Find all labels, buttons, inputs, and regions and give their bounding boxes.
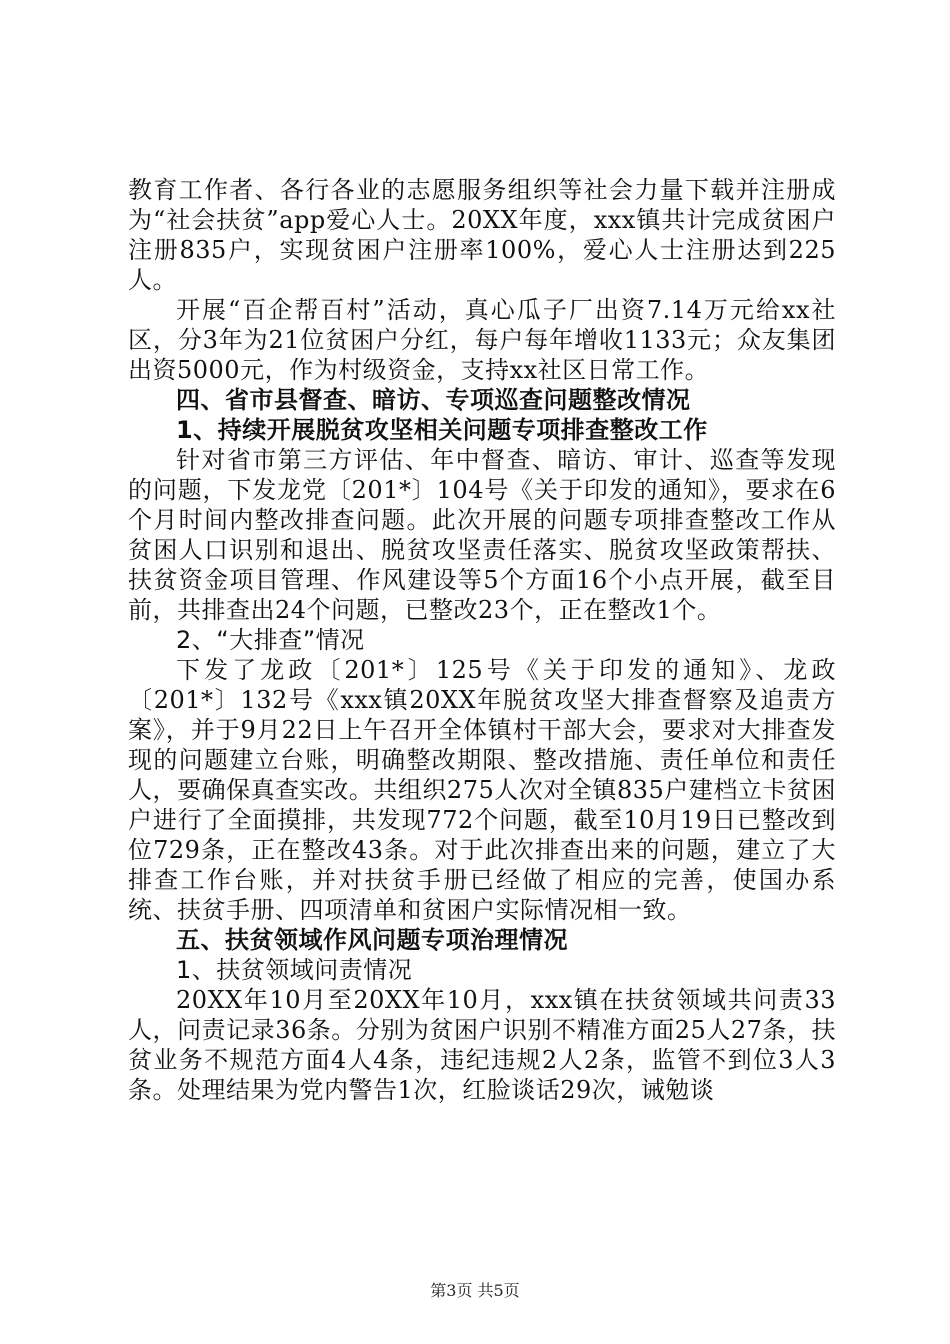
paragraph-accountability: 20XX年10月至20XX年10月，xxx镇在扶贫领域共问责33人，问责记录36条。分别为贫困户识别不精准方面25人27条，扶贫业务不规范方面4人4条，违纪违规2人2条，监管不到位3人3条。处理结果为党内警告1次，红脸谈话29次，诫勉谈 xyxy=(128,986,836,1104)
page-number-footer: 第3页 共5页 xyxy=(430,1281,520,1300)
paragraph-big-inspection: 下发了龙政〔201*〕125号《关于印发的通知》、龙政〔201*〕132号《xxx镇20XX年脱贫攻坚大排查督察及追责方案》，并于9月22日上午召开全体镇村干部大会，要求对大排查发现的问题建立台账，明确整改期限、整改措施、责任单位和责任人，要确保真查实改。共组织275人次对全镇835户建档立卡贫困户进行了全面摸排，共发现772个问题，截至10月19日已整改到位729条，正在整改43条。对于此次排查出来的问题，建立了大排查工作台账，并对扶贫手册已经做了相应的完善，使国办系统、扶贫手册、四项清单和贫困户实际情况相一致。 xyxy=(128,656,836,924)
subsection-heading-4-2: 2、“大排查”情况 xyxy=(176,626,365,654)
document-body xyxy=(128,175,836,1105)
paragraph-registration: 教育工作者、各行各业的志愿服务组织等社会力量下载并注册成为“社会扶贫”app爱心人士。20XX年度，xxx镇共计完成贫困户注册835户，实现贫困户注册率100%，爱心人士注册达到225人。 xyxy=(128,176,836,294)
subsection-heading-4-1: 1、持续开展脱贫攻坚相关问题专项排查整改工作 xyxy=(176,416,708,444)
section-heading-5: 五、扶贫领域作风问题专项治理情况 xyxy=(176,926,568,954)
section-heading-4: 四、省市县督查、暗访、专项巡查问题整改情况 xyxy=(176,386,691,414)
paragraph-special-inspection: 针对省市第三方评估、年中督查、暗访、审计、巡查等发现的问题，下发龙党〔201*〕104号《关于印发的通知》，要求在6个月时间内整改排查问题。此次开展的问题专项排查整改工作从贫困人口识别和退出、脱贫攻坚责任落实、脱贫攻坚政策帮扶、扶贫资金项目管理、作风建设等5个方面16个小点开展，截至目前，共排查出24个问题，已整改23个，正在整改1个。 xyxy=(128,446,836,624)
paragraph-hundred-enterprises: 开展“百企帮百村”活动，真心瓜子厂出资7.14万元给xx社区，分3年为21位贫困户分红，每户每年增收1133元；众友集团出资5000元，作为村级资金，支持xx社区日常工作。 xyxy=(128,296,836,384)
subsection-heading-5-1: 1、扶贫领域问责情况 xyxy=(176,956,413,984)
